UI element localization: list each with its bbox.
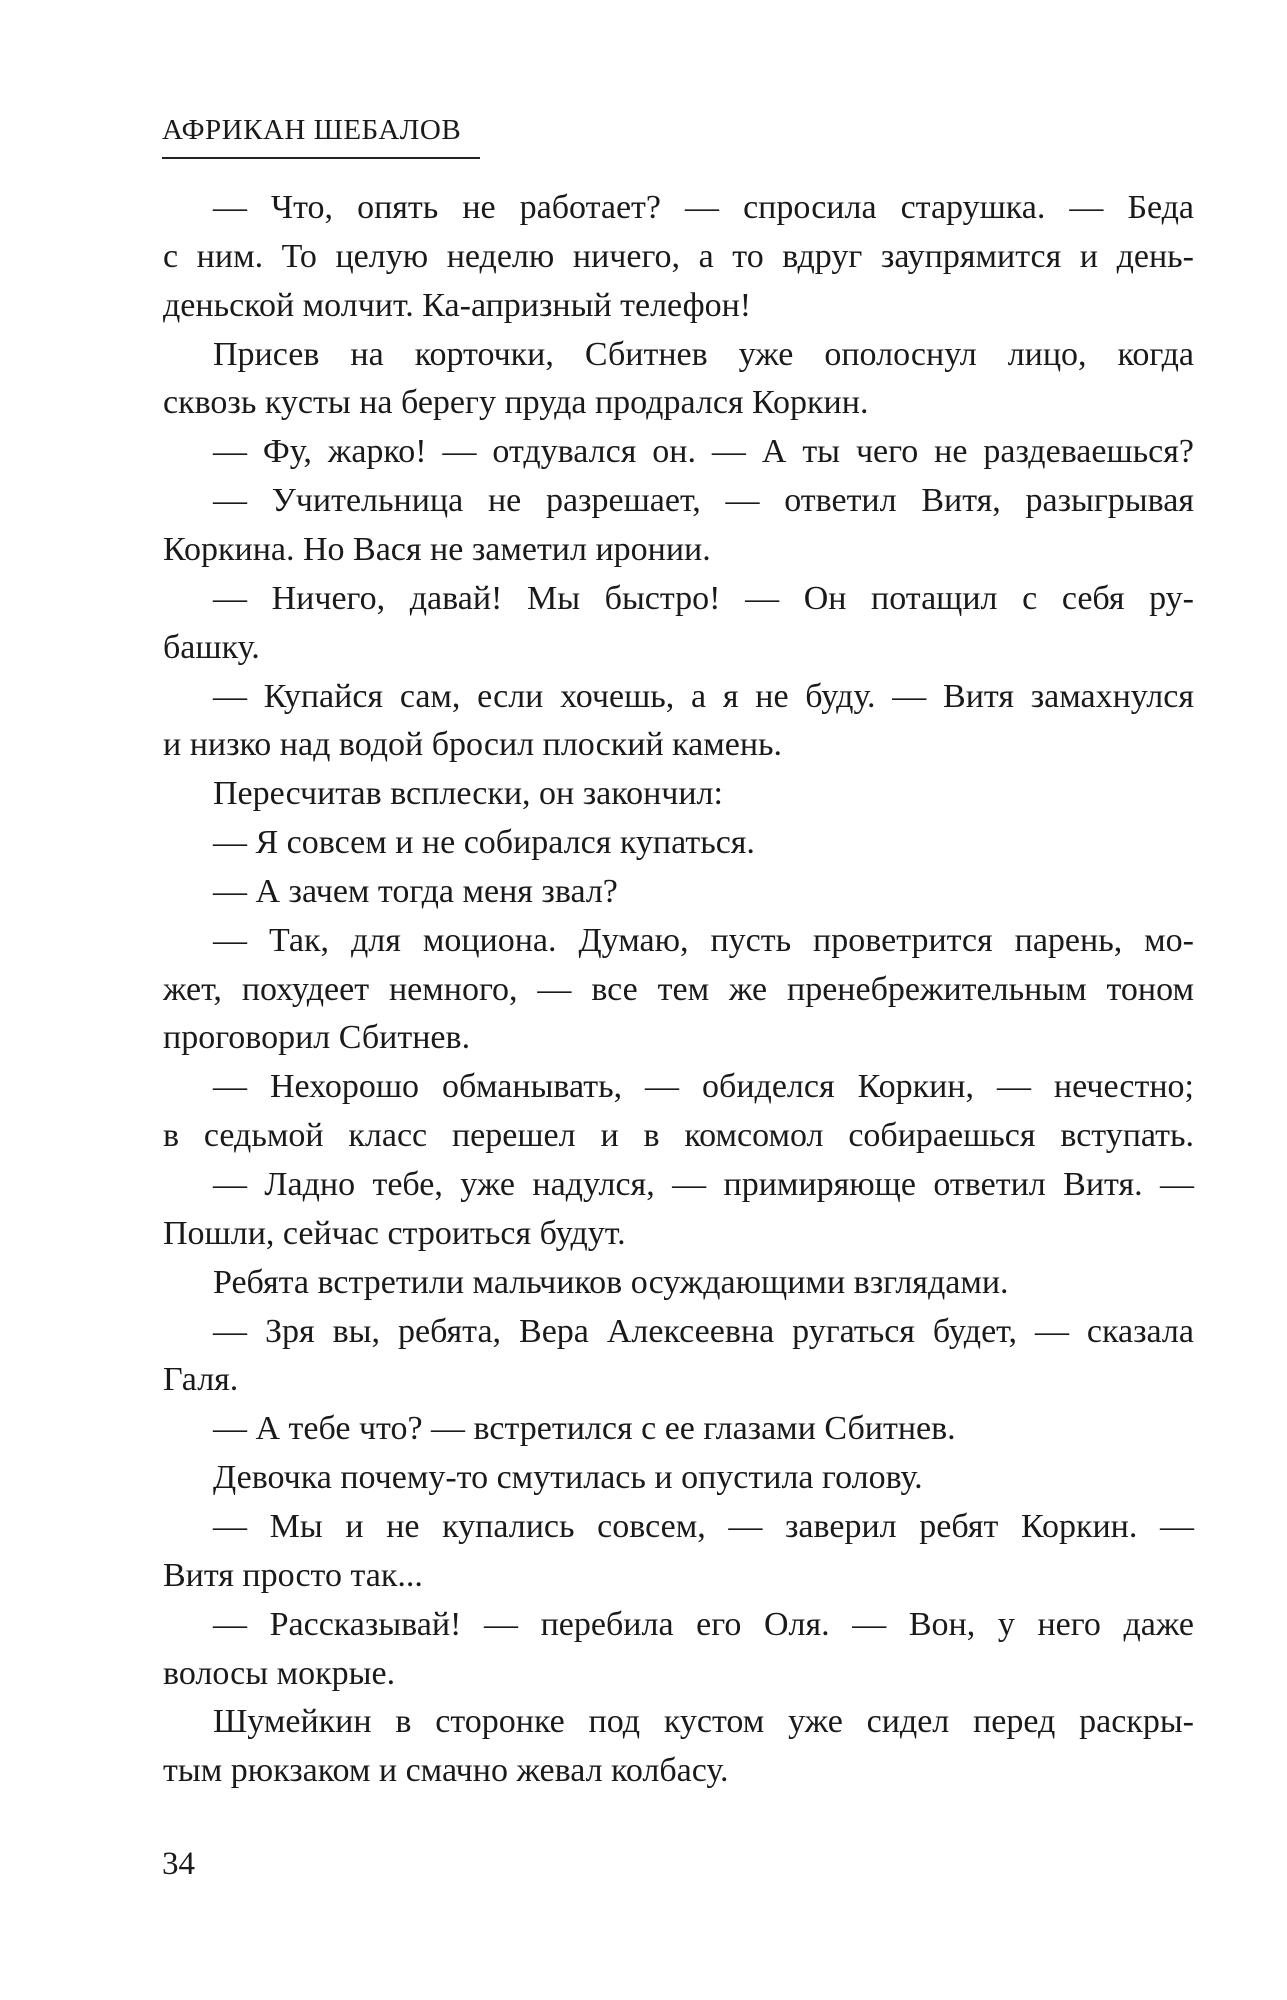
text-line: — Что, опять не работает? — спросила старушка. — Беда: [213, 189, 1194, 226]
text-line: — Зря вы, ребята, Вера Алексеевна ругаться будет, — сказала: [213, 1313, 1194, 1350]
text-line: Галя.: [163, 1361, 239, 1398]
text-line: тым рюкзаком и смачно жевал колбасу.: [163, 1752, 729, 1789]
text-line: — А зачем тогда меня звал?: [213, 873, 618, 910]
text-line: жет, похудеет немного, — все тем же пренебрежительным тоном: [163, 971, 1194, 1008]
text-line: и низко над водой бросил плоский камень.: [163, 726, 783, 763]
text-line: — Учительница не разрешает, — ответил Витя, разыгрывая: [213, 482, 1194, 519]
text-line: в седьмой класс перешел и в комсомол собираешься вступать.: [163, 1117, 1194, 1154]
text-line: — Купайся сам, если хочешь, а я не буду. — Витя замахнулся: [213, 678, 1194, 715]
text-line: Витя просто так...: [163, 1557, 423, 1594]
text-line: деньской молчит. Ка-апризный телефон!: [163, 287, 752, 324]
text-line: — Ничего, давай! Мы быстро! — Он потащил с себя ру-: [213, 580, 1194, 617]
text-line: Пошли, сейчас строиться будут.: [163, 1215, 626, 1252]
running-head-rule: [162, 157, 480, 159]
text-line: проговорил Сбитнев.: [163, 1019, 471, 1056]
text-line: Коркина. Но Вася не заметил иронии.: [163, 531, 711, 568]
text-line: — Нехорошо обманывать, — обиделся Коркин, — нечестно;: [213, 1068, 1194, 1105]
text-line: Девочка почему-то смутилась и опустила голову.: [213, 1459, 923, 1496]
text-line: волосы мокрые.: [163, 1655, 396, 1692]
text-line: Шумейкин в сторонке под кустом уже сидел перед раскры-: [213, 1703, 1194, 1740]
text-line: башку.: [163, 629, 260, 666]
text-line: Присев на корточки, Сбитнев уже ополоснул лицо, когда: [213, 336, 1194, 373]
text-line: Ребята встретили мальчиков осуждающими взглядами.: [213, 1264, 1009, 1301]
text-line: с ним. То целую неделю ничего, а то вдруг заупрямится и день-: [163, 238, 1194, 275]
text-line: — Ладно тебе, уже надулся, — примиряюще ответил Витя. —: [213, 1166, 1194, 1203]
text-line: — Мы и не купались совсем, — заверил ребят Коркин. —: [213, 1508, 1194, 1545]
text-line: — Я совсем и не собирался купаться.: [213, 824, 755, 861]
text-line: — Рассказывай! — перебила его Оля. — Вон, у него даже: [213, 1606, 1194, 1643]
text-line: — Так, для моциона. Думаю, пусть проветрится парень, мо-: [213, 922, 1194, 959]
page-number: 34: [162, 1846, 195, 1882]
text-line: сквозь кусты на берегу пруда продрался Коркин.: [163, 384, 869, 421]
running-head: АФРИКАН ШЕБАЛОВ: [162, 114, 462, 146]
text-line: — А тебе что? — встретился с ее глазами Сбитнев.: [213, 1410, 956, 1447]
text-line: — Фу, жарко! — отдувался он. — А ты чего не раздеваешься?: [213, 433, 1194, 470]
text-line: Пересчитав всплески, он закончил:: [213, 775, 723, 812]
